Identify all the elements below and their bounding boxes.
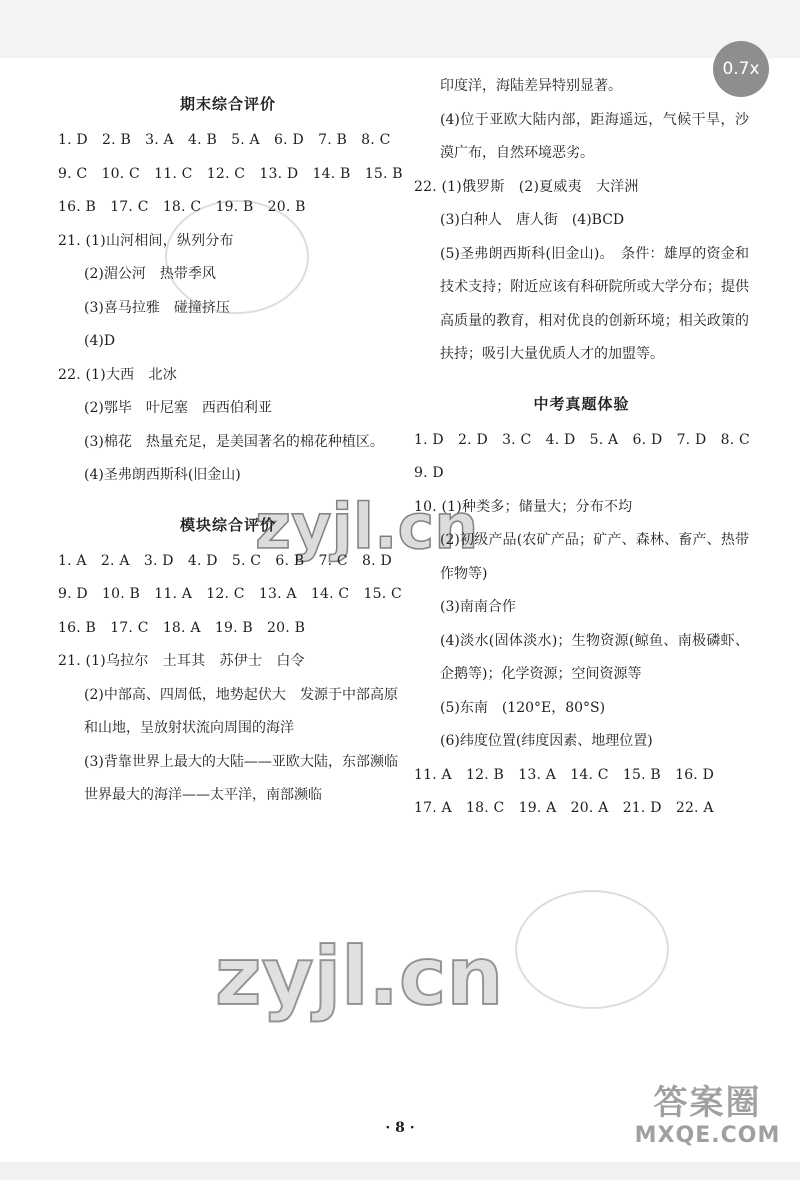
answer-q22-part: (3)棉花 热量充足，是美国著名的棉花种植区。 xyxy=(84,433,384,450)
answer-row: 1. D 2. B 3. A 4. B 5. A 6. D 7. B 8. C xyxy=(58,132,391,148)
brand-name: 答案圈 xyxy=(653,1083,762,1123)
answer-q22: 22. (1)大西 北冰 xyxy=(58,366,177,383)
brand-url: MXQE.COM xyxy=(634,1123,781,1148)
answer-q22-part: (4)圣弗朗西斯科(旧金山) xyxy=(84,467,241,483)
answer-q22: 22. (1)俄罗斯 (2)夏威夷 大洋洲 xyxy=(414,178,639,195)
answer-q21-part: (3)喜马拉雅 碰撞挤压 xyxy=(84,299,230,316)
answer-q10-part: (6)纬度位置(纬度因素、地理位置) xyxy=(440,733,653,749)
answer-q22-part: (2)鄂毕 叶尼塞 西西伯利亚 xyxy=(84,400,272,416)
answer-continuation: 印度洋，海陆差异特别显著。 xyxy=(440,78,622,94)
answer-q22-part: (3)白种人 唐人街 (4)BCD xyxy=(440,212,625,228)
answer-q21: 21. (1)山河相间，纵列分布 xyxy=(58,232,234,249)
answer-q21: 21. (1)乌拉尔 土耳其 苏伊士 白令 xyxy=(58,653,305,669)
brand-logo xyxy=(620,1083,795,1149)
answer-q10-part: (4)淡水(固体淡水)；生物资源(鲸鱼、南极磷虾、企鹅等)；化学资源；空间资源等 xyxy=(440,632,749,682)
answer-row: 17. A 18. C 19. A 20. A 21. D 22. A xyxy=(414,800,714,816)
viewer-toolbar xyxy=(0,0,800,58)
answer-row: 9. C 10. C 11. C 12. C 13. D 14. B 15. B xyxy=(58,165,403,182)
page-number: · 8 · xyxy=(385,1120,415,1136)
answer-q21-part: (2)中部高、四周低，地势起伏大 发源于中部高原和山地，呈放射状流向周围的海洋 xyxy=(84,686,398,736)
left-column xyxy=(58,84,403,813)
section-title-final-review: 期末综合评价 xyxy=(179,95,276,113)
answer-q10-part: (5)东南 (120°E，80°S) xyxy=(440,699,606,716)
answer-row: 16. B 17. C 18. C 19. B 20. B xyxy=(58,199,306,215)
answer-q10: 10. (1)种类多；储量大；分布不均 xyxy=(414,498,633,515)
zoom-level-badge[interactable]: 0.7x xyxy=(713,41,769,97)
right-column xyxy=(414,70,749,826)
answer-row: 1. A 2. A 3. D 4. D 5. C 6. B 7. C 8. D xyxy=(58,552,392,569)
answer-row: 16. B 17. C 18. A 19. B 20. B xyxy=(58,619,306,636)
answer-q10-part: (3)南南合作 xyxy=(440,599,516,615)
answer-row: 11. A 12. B 13. A 14. C 15. B 16. D xyxy=(414,766,715,783)
answer-row: 1. D 2. D 3. C 4. D 5. A 6. D 7. D 8. C xyxy=(414,431,750,448)
answer-q21-part: (2)湄公河 热带季风 xyxy=(84,266,216,282)
answer-continuation: (4)位于亚欧大陆内部，距海遥远，气候干旱，沙漠广布，自然环境恶劣。 xyxy=(440,111,749,161)
answer-row: 9. D xyxy=(414,465,444,481)
section-title-module-review: 模块综合评价 xyxy=(179,515,276,534)
answer-q10-part: (2)初级产品(农矿产品；矿产、森林、畜产、热带作物等) xyxy=(440,532,749,582)
answer-q21-part: (3)背靠世界上最大的大陆——亚欧大陆，东部濒临世界最大的海洋——太平洋，南部濒临 xyxy=(84,753,398,803)
section-title-exam-practice: 中考真题体验 xyxy=(533,394,630,413)
answer-q21-part: (4)D xyxy=(84,333,116,349)
answer-q22-part: (5)圣弗朗西斯科(旧金山)。 条件：雄厚的资金和技术支持；附近应该有科研院所或大学分布；提供高质量的教育，相对优良的创新环境；相关政策的扶持；吸引大量优质人才的加盟等。 xyxy=(440,245,749,362)
answer-row: 9. D 10. B 11. A 12. C 13. A 14. C 15. C xyxy=(58,586,402,602)
